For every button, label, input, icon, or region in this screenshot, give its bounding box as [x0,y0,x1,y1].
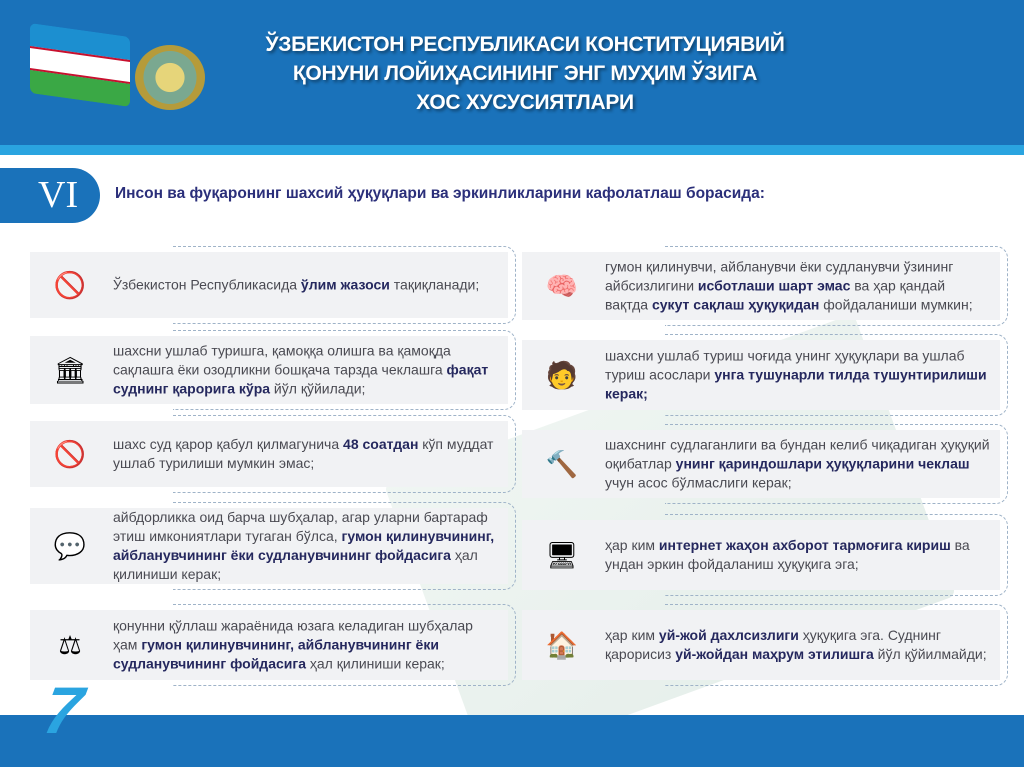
court-building-icon: 🏛 [53,354,87,385]
item-text [113,617,498,674]
person-speech-icon: 🧑 [545,359,579,390]
item-text [113,276,498,295]
section-number-badge: VI [0,168,100,223]
item-text-bold: сукут сақлаш ҳуқуқидан [651,296,820,313]
item-text-segment: йўл қўйилмайди; [873,646,987,662]
list-item [30,610,508,680]
item-text-segment: гумон қилинувчи, айбланувчи ёки судланувчи ўзининг айбсизлигини [605,258,954,294]
item-text-segment: учун асос бўлмаслиги керак; [605,474,792,491]
item-text [605,626,990,664]
item-text-segment: фойдаланиши мумкин; [819,296,973,313]
item-text [605,258,990,315]
page-number: 7 [38,673,89,747]
item-text-segment: ҳар ким [605,537,659,553]
list-item [30,508,508,584]
item-text-segment: шахснинг судлаганлиги ва бундан келиб чиқадиган ҳуқуқий оқибатлар [605,436,990,472]
header-banner [0,0,1024,145]
item-text [113,435,498,473]
item-text-segment: шахс суд қарор қабул қилмагунича [113,436,344,452]
item-text-bold: гумон қилинувчининг, айбланувчининг ёки судланувчининг фойдасига [113,528,495,563]
item-text-segment: ҳуқуқига эга. Суднинг қарорисиз [605,627,942,662]
list-item [522,430,1000,498]
item-text-bold: интернет жаҳон ахборот тармоғига кириш [658,537,951,553]
stop-hand-icon: 🚫 [53,438,87,469]
item-text-segment: ҳар ким [605,627,659,643]
item-text-segment: тақиқланади; [389,276,480,293]
no-death-penalty-icon: 🚫 [53,269,87,300]
page-title [230,30,820,117]
state-emblem-icon [135,45,205,110]
list-item [522,610,1000,680]
item-text-bold: уй-жой дахлсизлиги [658,627,799,643]
item-text [605,436,990,493]
item-text-bold: ўлим жазоси [300,276,390,293]
question-check-chat-icon: 💬 [53,530,87,561]
list-item [522,520,1000,590]
list-item [522,340,1000,410]
item-text-segment: Ўзбекистон Республикасида [113,276,301,293]
item-text-bold: фақат суднинг қарорига кўра [113,361,489,397]
uzbekistan-flag-icon [30,23,130,107]
item-text [605,347,990,404]
title-line: ХОС ХУСУСИЯТЛАРИ [416,91,634,114]
item-text-segment: айбдорликка оид барча шубҳалар, агар уларни бартараф этиш имкониятлари тугаган бўлса, [113,509,488,544]
item-text-segment: шахсни ушлаб туришга, қамоққа олишга ва қамоқда сақлашга ёки озодликни бошқача тарзда чеклашга [113,342,451,378]
item-text-segment: йўл қўйилади; [270,380,366,397]
gavel-icon: 🔨 [545,448,579,479]
item-text-segment: ҳал қилиниши керак; [306,655,445,672]
item-text [113,508,498,584]
section-title: Инсон ва фуқаронинг шахсий ҳуқуқлари ва эркинликларини кафолатлаш борасида: [115,185,765,202]
head-lotus-icon: 🧠 [545,270,579,301]
list-item [522,252,1000,320]
item-text-segment: қонунни қўллаш жараёнида юзага келадиган шубҳалар ҳам [113,617,473,653]
footer-band [0,715,1024,767]
header-divider [0,145,1024,155]
list-item [30,421,508,487]
house-icon: 🏠 [545,629,579,660]
item-text-bold: исботлаши шарт эмас [697,277,851,294]
item-text-segment: шахсни ушлаб туриш чоғида унинг ҳуқуқлари ва ушлаб туриш асослари [605,347,965,383]
item-text-bold: унга тушунарли тилда тушунтирилиши керак; [605,366,987,402]
item-text-segment: ва ҳар қандай вақтда [605,277,946,313]
item-text [113,342,498,399]
item-text [605,536,990,574]
item-text-segment: ва ундан эркин фойдаланиш ҳуқуқига эга; [605,537,970,572]
scales-icon: ⚖ [58,629,82,660]
title-line: ҚОНУНИ ЛОЙИҲАСИНИНГ ЭНГ МУҲИМ ЎЗИГА [292,62,758,85]
item-text-bold: 48 соатдан [343,436,419,452]
item-text-bold: уй-жойдан маҳрум этилишга [675,646,874,662]
item-text-bold: гумон қилинувчининг, айбланувчининг ёки судланувчининг фойдасига [113,636,439,672]
list-item [30,336,508,404]
title-line: ЎЗБЕКИСТОН РЕСПУБЛИКАСИ КОНСТИТУЦИЯВИЙ [265,33,785,56]
internet-monitor-icon: 🖥 [545,539,579,570]
list-item [30,252,508,318]
item-text-segment: ҳал қилиниши керак; [113,547,478,582]
item-text-segment: кўп муддат ушлаб турилиши мумкин эмас; [113,436,494,471]
item-text-bold: унинг қариндошлари ҳуқуқларини чеклаш [675,455,970,472]
